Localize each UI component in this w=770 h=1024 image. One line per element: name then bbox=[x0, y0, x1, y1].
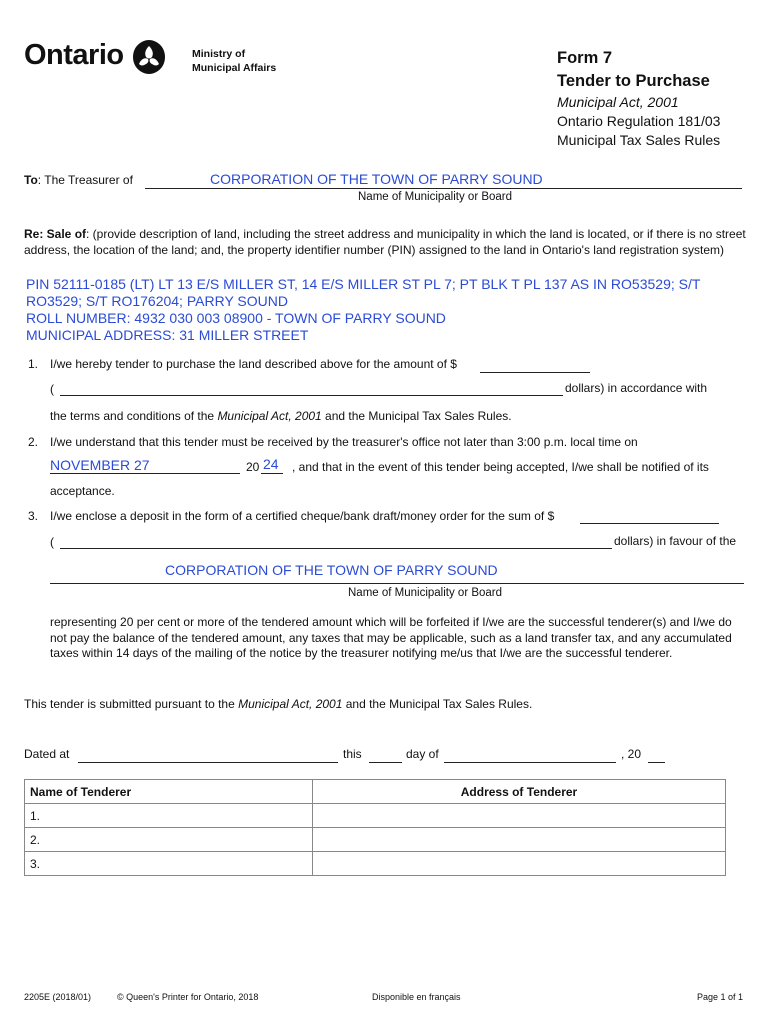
amount-field[interactable] bbox=[480, 372, 590, 373]
item3-dollars-text: dollars) in favour of the bbox=[614, 534, 737, 548]
item2-number: 2. bbox=[28, 435, 39, 449]
re-description-text: : (provide description of land, including the street address and municipality in which the land is located, or if there is no street address, the location of the land; and, the property identifier number (PIN) assigned to the land in Ontario's land registration system) bbox=[24, 227, 746, 257]
ministry-line-1: Ministry of bbox=[192, 48, 246, 60]
item1-terms-post: and the Municipal Tax Sales Rules. bbox=[321, 409, 512, 423]
column-header-name: Name of Tenderer bbox=[25, 780, 313, 804]
land-line-1: PIN 52111-0185 (LT) LT 13 E/S MILLER ST, 14 E/S MILLER ST PL 7; PT BLK T PL 137 AS IN RO53529; S/T bbox=[26, 276, 701, 292]
payee-caption: Name of Municipality or Board bbox=[348, 587, 503, 599]
tenderer-name-cell[interactable]: 3. bbox=[25, 852, 313, 876]
footer-french-link[interactable]: Disponible en français bbox=[372, 992, 461, 1002]
item3-paren: ( bbox=[50, 535, 54, 549]
land-line-3: ROLL NUMBER: 4932 030 003 08900 - TOWN OF PARRY SOUND bbox=[26, 310, 446, 326]
land-line-4: MUNICIPAL ADDRESS: 31 MILLER STREET bbox=[26, 327, 309, 343]
tenderer-name-cell[interactable]: 1. bbox=[25, 804, 313, 828]
item2-text: I/we understand that this tender must be received by the treasurer's office not later than 3:00 p.m. local time on bbox=[50, 435, 638, 449]
day-of-label: day of bbox=[406, 747, 439, 761]
year-field[interactable]: 24 bbox=[263, 456, 279, 472]
regulation-name: Ontario Regulation 181/03 bbox=[557, 113, 721, 129]
dated-year-field[interactable] bbox=[648, 762, 665, 763]
item1-dollars-text: dollars) in accordance with bbox=[565, 381, 708, 395]
dated-at-field[interactable] bbox=[78, 762, 338, 763]
re-description bbox=[24, 227, 750, 258]
dated-at-label: Dated at bbox=[24, 747, 70, 761]
item1-terms-pre: the terms and conditions of the bbox=[50, 409, 218, 423]
payee-municipality-field[interactable]: CORPORATION OF THE TOWN OF PARRY SOUND bbox=[165, 562, 498, 578]
year-prefix: 20 bbox=[246, 460, 260, 474]
to-label-bold: To bbox=[24, 173, 38, 187]
tenderer-address-cell[interactable] bbox=[313, 804, 726, 828]
item3-text: I/we enclose a deposit in the form of a certified cheque/bank draft/money order for the sum of $ bbox=[50, 509, 555, 523]
tenderer-address-cell[interactable] bbox=[313, 828, 726, 852]
submitted-act: Municipal Act, 2001 bbox=[238, 697, 343, 711]
item3-number: 3. bbox=[28, 509, 39, 523]
ontario-wordmark: Ontario bbox=[24, 39, 124, 71]
tenderer-address-cell[interactable] bbox=[313, 852, 726, 876]
table-row[interactable] bbox=[25, 852, 726, 876]
item1-terms-act: Municipal Act, 2001 bbox=[217, 409, 322, 423]
tenderer-table bbox=[24, 779, 726, 876]
footer-copyright: © Queen's Printer for Ontario, 2018 bbox=[117, 992, 259, 1002]
trillium-logo-icon bbox=[130, 38, 168, 76]
month-field[interactable] bbox=[444, 762, 616, 763]
footer-form-code: 2205E (2018/01) bbox=[24, 992, 92, 1002]
submitted-pre: This tender is submitted pursuant to the bbox=[24, 697, 239, 711]
table-header-row bbox=[25, 780, 726, 804]
municipality-caption: Name of Municipality or Board bbox=[358, 191, 513, 203]
to-label bbox=[24, 173, 133, 189]
submitted-statement bbox=[24, 697, 532, 713]
payee-underline bbox=[50, 583, 744, 584]
item3-representing: representing 20 per cent or more of the tendered amount which will be forfeited if I/we are the successful tenderer(s) and I/we do not pay the balance of the tendered amount, any taxes that may be applicable, such as a land transfer tax, and any accumulated taxes within 14 days of the mailing of the notice by the treasurer notifying me/us that I/we are the successful tenderer. bbox=[50, 615, 732, 660]
deposit-words-field[interactable] bbox=[60, 548, 612, 549]
item1-number: 1. bbox=[28, 357, 39, 371]
table-row[interactable] bbox=[25, 804, 726, 828]
item1-terms bbox=[50, 409, 512, 425]
year-label: , 20 bbox=[621, 747, 642, 761]
to-label-rest: : The Treasurer of bbox=[37, 173, 133, 187]
municipality-underline bbox=[145, 188, 742, 189]
table-row[interactable] bbox=[25, 828, 726, 852]
footer-page-number: Page 1 of 1 bbox=[697, 992, 744, 1002]
form-heading bbox=[557, 47, 720, 150]
submitted-post: and the Municipal Tax Sales Rules. bbox=[342, 697, 533, 711]
re-label-bold: Re: Sale of bbox=[24, 227, 87, 241]
ministry-name bbox=[192, 47, 276, 75]
land-description-field[interactable] bbox=[26, 276, 746, 344]
day-field[interactable] bbox=[369, 762, 402, 763]
ministry-line-2: Municipal Affairs bbox=[192, 62, 277, 74]
this-label: this bbox=[343, 747, 362, 761]
item2-acceptance: acceptance. bbox=[50, 484, 115, 498]
rules-name: Municipal Tax Sales Rules bbox=[557, 132, 721, 148]
deadline-date-underline bbox=[50, 473, 240, 474]
form-number: Form 7 bbox=[557, 49, 613, 67]
item2-rest: , and that in the event of this tender being accepted, I/we shall be notified of its bbox=[292, 460, 709, 474]
deposit-amount-field[interactable] bbox=[580, 523, 719, 524]
tenderer-name-cell[interactable]: 2. bbox=[25, 828, 313, 852]
year-underline bbox=[261, 473, 283, 474]
item1-text: I/we hereby tender to purchase the land described above for the amount of $ bbox=[50, 357, 457, 371]
column-header-address: Address of Tenderer bbox=[313, 780, 726, 804]
land-line-2: RO3529; S/T RO176204; PARRY SOUND bbox=[26, 293, 288, 309]
amount-words-field[interactable] bbox=[60, 395, 563, 396]
form-title: Tender to Purchase bbox=[557, 72, 710, 90]
municipality-field[interactable]: CORPORATION OF THE TOWN OF PARRY SOUND bbox=[210, 171, 543, 187]
item1-paren: ( bbox=[50, 382, 54, 396]
deadline-date-field[interactable]: NOVEMBER 27 bbox=[50, 457, 150, 473]
act-name: Municipal Act, 2001 bbox=[557, 94, 679, 110]
